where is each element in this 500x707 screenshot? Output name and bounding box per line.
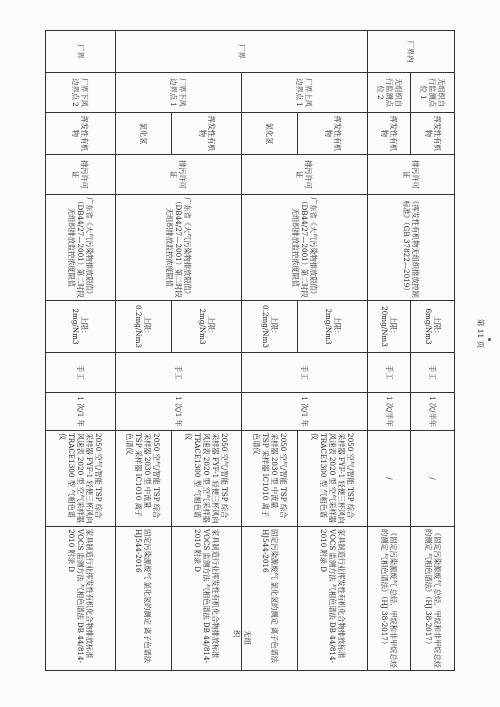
device-cell: 2050 空气/智能 TSP 综合采样器 FYF-1 轻便三杯风向风速表 2020 型 空气采样器 TRACE1300 型 气相色谱仪 (46, 431, 116, 527)
point-cell: 无组织自行监测点位 1 (411, 73, 455, 113)
freq-cell: 1 次/1 年 (241, 393, 367, 431)
limit-cell: 上限：20mg/Nm3 (368, 301, 412, 353)
analysis-cell: 《固定污染源废气 总烃、甲烷和非甲烷总烃的测定 气相色谱法》（HJ 38-2017） (368, 527, 412, 671)
pollutant-cell: 挥发性有机物 (298, 113, 368, 155)
limit-cell: 上限：0.2mg/Nm3 (115, 301, 172, 353)
doc-cell: 排污许可证 (46, 155, 116, 195)
freq-cell: 1 次/半年 (411, 393, 455, 431)
table-row (368, 31, 412, 671)
point-cell: 厂界下风边界点 1 (115, 73, 241, 113)
analysis-cell: 《固定污染源废气 总烃、甲烷和非甲烷总烃的测定 气相色谱法》（HJ 38-2017） (411, 527, 455, 671)
pollutant-cell: 挥发性有机物 (368, 113, 412, 155)
table-row (172, 31, 242, 671)
table-row (241, 31, 298, 671)
scan-mark (488, 338, 491, 341)
monitoring-table (45, 30, 455, 671)
limit-cell: 上限：6mg/Nm3 (411, 301, 455, 353)
limit-cell: 上限：2mg/Nm3 (172, 301, 242, 353)
freq-cell: 1 次/半年 (368, 393, 412, 431)
method-cell: 手工 (411, 353, 455, 393)
page-number: 第 11 页 (476, 318, 486, 349)
pollutant-cell: 挥发性有机物 (411, 113, 455, 155)
standard-cell: 广东省《大气污染物排放限值》（DB44/27—2001）第二时段无组织排放监控浓度限值 (115, 195, 241, 301)
table-row (411, 31, 455, 671)
limit-cell: 上限：2mg/Nm3 (46, 301, 116, 353)
doc-cell: 排污许可证 (241, 155, 367, 195)
freq-cell: 1 次/1 年 (46, 393, 116, 431)
point-cell: 厂界下风边界点 2 (46, 73, 116, 113)
device-cell: 2050 空气/智能 TSP 综合采样器 FYF-1 轻便三杯风向风速表 2020 型 空气采样器 TRACE1300 型 气相色谱仪 (298, 431, 368, 527)
limit-cell: 上限：0.2mg/Nm3 (241, 301, 298, 353)
doc-cell: 排污许可证 (115, 155, 241, 195)
doc-cell: 排污许可证 (368, 155, 455, 195)
standard-cell: 《挥发性有机物无组织排放控制标准》（GB 37822—2019） (368, 195, 455, 301)
limit-cell: 上限：2mg/Nm3 (298, 301, 368, 353)
pollutant-cell: 挥发性有机物 (172, 113, 242, 155)
method-cell: 手工 (115, 353, 241, 393)
pollutant-cell: 氯化氢 (241, 113, 298, 155)
analysis-cell: 家具制造行业挥发性有机化合物排放标准 VOCS 监测方法 气相色谱法 DB 44/814-2010 附录 D (298, 527, 368, 671)
device-cell: 2050 空气/智能 TSP 综合采样器 2030 型 中流量 TSP 采样器 IC1010 离子色谱仪 (241, 431, 298, 527)
method-cell: 手工 (241, 353, 367, 393)
point-cell: 厂界上风边界点 1 (241, 73, 367, 113)
standard-cell: 广东省《大气污染物排放限值》（DB44/27—2001）第二时段无组织排放监控浓度限值 (46, 195, 116, 301)
analysis-cell: 固定污染源废气 氯化氢的测定 离子色谱法 HJ544-2016 (115, 527, 172, 671)
pollutant-cell: 挥发性有机物 (46, 113, 116, 155)
analysis-cell: 固定污染源废气 氯化氢的测定 离子色谱法 HJ544-2016 (241, 527, 298, 671)
table-row (46, 31, 116, 671)
rotated-table-wrapper (45, 30, 455, 670)
pollutant-cell: 氯化氢 (115, 113, 172, 155)
point-cell: 无组织自行监测点位 2 (368, 73, 412, 113)
device-cell: 2050 空气/智能 TSP 综合采样器 FYF-1 轻便三杯风向风速表 2020 型 空气采样器 TRACE1300 型 气相色谱仪 (172, 431, 242, 527)
table-row (298, 31, 368, 671)
analysis-cell: 家具制造行业挥发性有机化合物排放标准 VOCS 监测方法 气相色谱法 DB 44/814-2010 附录 D (46, 527, 116, 671)
standard-cell: 广东省《大气污染物排放限值》（DB44/27—2001）第二时段无组织排放监控浓度限值 (241, 195, 367, 301)
device-cell: / (411, 431, 455, 527)
method-cell: 手工 (46, 353, 116, 393)
device-cell: / (368, 431, 412, 527)
device-cell: 2050 空气/智能 TSP 综合采样器 2030 型 中流量 TSP 采样器 IC1010 离子色谱仪 (115, 431, 172, 527)
analysis-cell: 家具制造行业挥发性有机化合物排放标准 VOCS 监测方法 气相色谱法 DB 44/814-2010 附录 D (172, 527, 242, 671)
area-cell: 厂界 (46, 31, 116, 73)
freq-cell: 1 次/1 年 (115, 393, 241, 431)
area-cell: 厂界 (115, 31, 367, 73)
area-cell: 厂界内 (368, 31, 455, 73)
outer-category-label: 无组织 (232, 630, 252, 645)
method-cell: 手工 (368, 353, 412, 393)
table-row (115, 31, 172, 671)
